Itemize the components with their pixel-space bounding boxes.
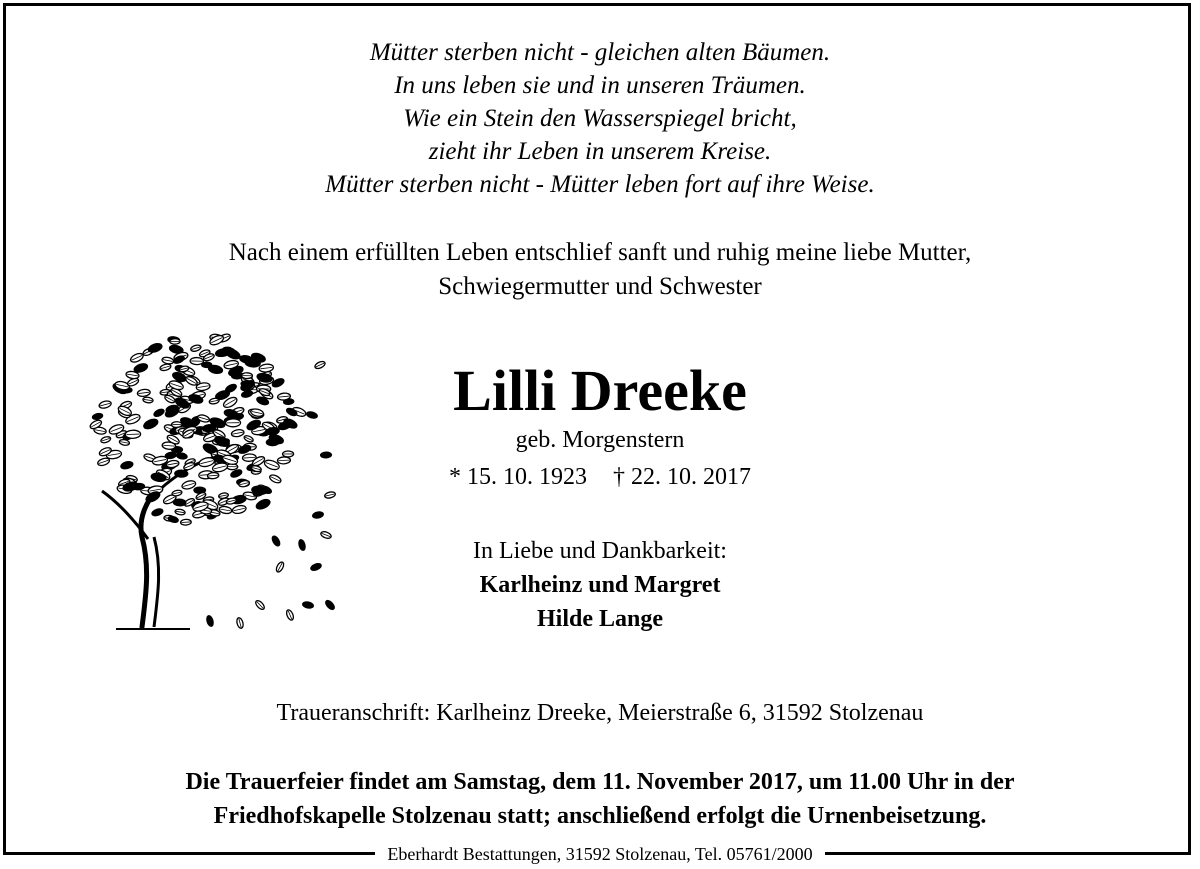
intro-line: Schwiegermutter und Schwester	[438, 273, 762, 300]
poem	[0, 36, 1200, 201]
mourners	[0, 534, 1200, 636]
death-date: † 22. 10. 2017	[613, 464, 751, 490]
poem-line: Wie ein Stein den Wasserspiegel bricht,	[403, 105, 797, 132]
deceased-name: Lilli Dreeke	[453, 358, 747, 423]
life-dates	[0, 461, 1200, 493]
poem-line: Mütter sterben nicht - gleichen alten Bäumen.	[369, 39, 831, 66]
undertaker-info: Eberhardt Bestattungen, 31592 Stolzenau, Tel. 05761/2000	[375, 844, 824, 864]
funeral-line: Friedhofskapelle Stolzenau statt; anschließend erfolgt die Urnenbeisetzung.	[213, 803, 987, 829]
poem-line: Mütter sterben nicht - Mütter leben fort auf ihre Weise.	[325, 171, 875, 198]
mourners-heading: In Liebe und Dankbarkeit:	[473, 538, 727, 564]
mourning-address: Traueranschrift: Karlheinz Dreeke, Meierstraße 6, 31592 Stolzenau	[276, 700, 924, 726]
poem-line: In uns leben sie und in unseren Träumen.	[394, 72, 806, 99]
maiden-name: geb. Morgenstern	[515, 427, 685, 453]
birth-date: * 15. 10. 1923	[449, 464, 587, 490]
funeral-info	[0, 765, 1200, 833]
intro-line: Nach einem erfüllten Leben entschlief sanft und ruhig meine liebe Mutter,	[228, 239, 972, 266]
intro-text	[0, 236, 1200, 304]
footer	[0, 840, 1200, 868]
mourner-name: Karlheinz und Margret	[479, 572, 721, 598]
poem-line: zieht ihr Leben in unserem Kreise.	[428, 138, 772, 165]
mourner-name: Hilde Lange	[536, 606, 663, 632]
funeral-line: Die Trauerfeier findet am Samstag, dem 11. November 2017, um 11.00 Uhr in der	[185, 769, 1015, 795]
